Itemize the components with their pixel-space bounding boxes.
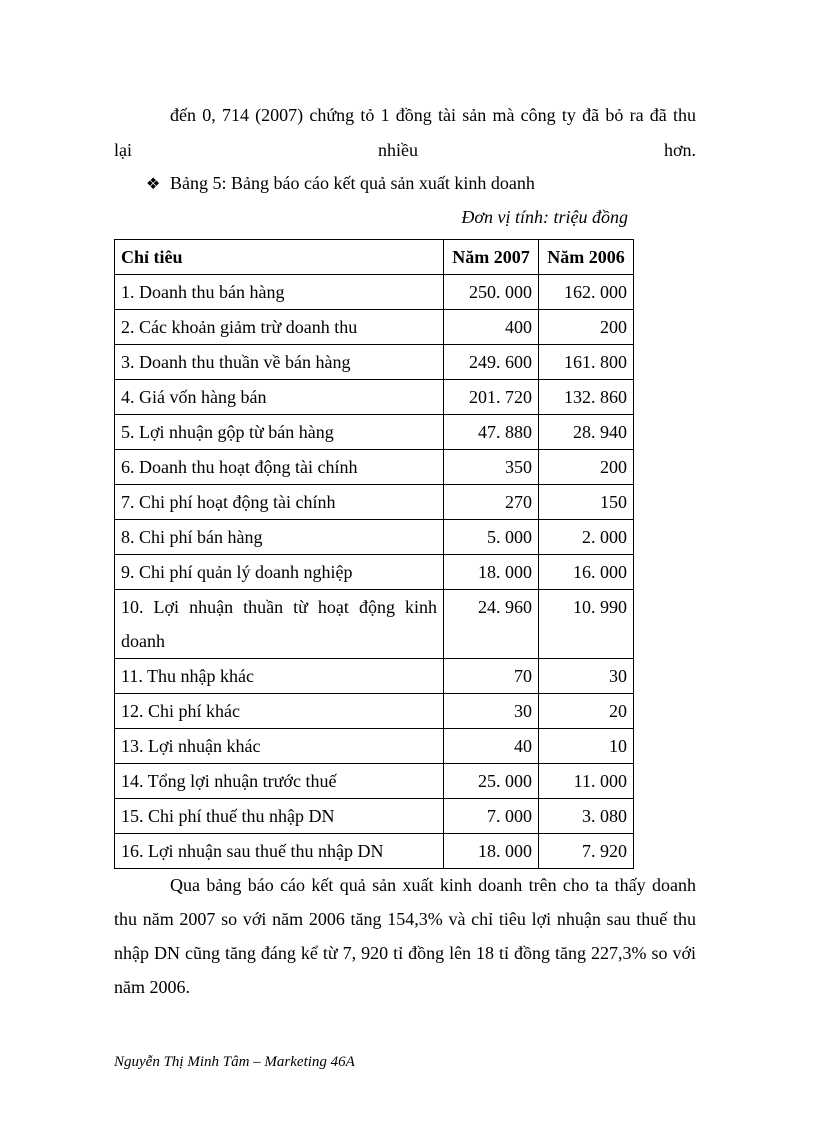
row-indicator: 4. Giá vốn hàng bán [115,380,444,415]
value-2007: 18. 000 [444,555,539,590]
diamond-bullet-icon: ❖ [146,176,161,193]
table-row [115,485,634,520]
table-row [115,520,634,555]
value-2007: 350 [444,450,539,485]
row-indicator: 9. Chi phí quản lý doanh nghiệp [115,555,444,590]
table-row [115,764,634,799]
value-2006: 16. 000 [539,555,634,590]
value-2006: 200 [539,450,634,485]
row-indicator: 16. Lợi nhuận sau thuế thu nhập DN [115,834,444,869]
value-2006: 11. 000 [539,764,634,799]
value-2007: 70 [444,659,539,694]
row-indicator: 12. Chi phí khác [115,694,444,729]
table-caption [146,170,535,198]
value-2006: 10 [539,729,634,764]
table-row [115,555,634,590]
table-body [115,275,634,869]
value-2007: 40 [444,729,539,764]
table-row [115,590,634,659]
value-2007: 5. 000 [444,520,539,555]
value-2007: 47. 880 [444,415,539,450]
table-row [115,450,634,485]
intro-word: nhiều [377,140,418,160]
value-2006: 10. 990 [539,590,634,659]
value-2006: 162. 000 [539,275,634,310]
conclusion-paragraph: Qua bảng báo cáo kết quả sản xuất kinh doanh trên cho ta thấy doanh thu năm 2007 so với năm 2006 tăng 154,3% và chỉ tiêu lợi nhuận sau thuế thu nhập DN cũng tăng đáng kể từ 7, 920 tỉ đồng lên 18 tỉ đồng tăng 227,3% so với năm 2006. [114,875,696,997]
row-indicator: 10. Lợi nhuận thuần từ hoạt động kinh doanh [115,590,444,659]
value-2007: 7. 000 [444,799,539,834]
table-row [115,729,634,764]
value-2007: 249. 600 [444,345,539,380]
table-row [115,834,634,869]
table-row [115,694,634,729]
value-2007: 250. 000 [444,275,539,310]
caption-text: Bảng 5: Bảng báo cáo kết quả sản xuất kinh doanh [170,173,535,193]
value-2006: 7. 920 [539,834,634,869]
table-row [115,310,634,345]
value-2007: 24. 960 [444,590,539,659]
business-results-table [114,239,634,869]
table-row [115,415,634,450]
intro-paragraph-line2 [114,137,696,163]
table-row [115,380,634,415]
value-2006: 28. 940 [539,415,634,450]
intro-word: hơn. [663,140,696,160]
value-2007: 201. 720 [444,380,539,415]
value-2007: 270 [444,485,539,520]
value-2006: 161. 800 [539,345,634,380]
value-2006: 200 [539,310,634,345]
row-indicator: 8. Chi phí bán hàng [115,520,444,555]
table-row [115,659,634,694]
intro-paragraph-line1: đến 0, 714 (2007) chứng tỏ 1 đồng tài sản mà công ty đã bỏ ra đã thu [170,105,696,125]
header-year-2006: Năm 2006 [539,240,634,275]
value-2007: 400 [444,310,539,345]
value-2006: 132. 860 [539,380,634,415]
header-year-2007: Năm 2007 [444,240,539,275]
table-row [115,799,634,834]
row-indicator: 15. Chi phí thuế thu nhập DN [115,799,444,834]
row-indicator: 11. Thu nhập khác [115,659,444,694]
row-indicator: 13. Lợi nhuận khác [115,729,444,764]
table-row [115,345,634,380]
value-2006: 20 [539,694,634,729]
row-indicator: 5. Lợi nhuận gộp từ bán hàng [115,415,444,450]
value-2007: 30 [444,694,539,729]
intro-word: lại [114,140,132,160]
value-2007: 18. 000 [444,834,539,869]
value-2006: 2. 000 [539,520,634,555]
value-2006: 150 [539,485,634,520]
row-indicator: 1. Doanh thu bán hàng [115,275,444,310]
header-indicator: Chỉ tiêu [115,240,444,275]
value-2007: 25. 000 [444,764,539,799]
row-indicator: 14. Tổng lợi nhuận trước thuế [115,764,444,799]
page-footer: Nguyễn Thị Minh Tâm – Marketing 46A [114,1054,355,1070]
row-indicator: 6. Doanh thu hoạt động tài chính [115,450,444,485]
table-header-row [115,240,634,275]
row-indicator: 3. Doanh thu thuần về bán hàng [115,345,444,380]
value-2006: 3. 080 [539,799,634,834]
row-indicator: 7. Chi phí hoạt động tài chính [115,485,444,520]
unit-note: Đơn vị tính: triệu đồng [461,207,628,227]
value-2006: 30 [539,659,634,694]
row-indicator: 2. Các khoản giảm trừ doanh thu [115,310,444,345]
table-row [115,275,634,310]
